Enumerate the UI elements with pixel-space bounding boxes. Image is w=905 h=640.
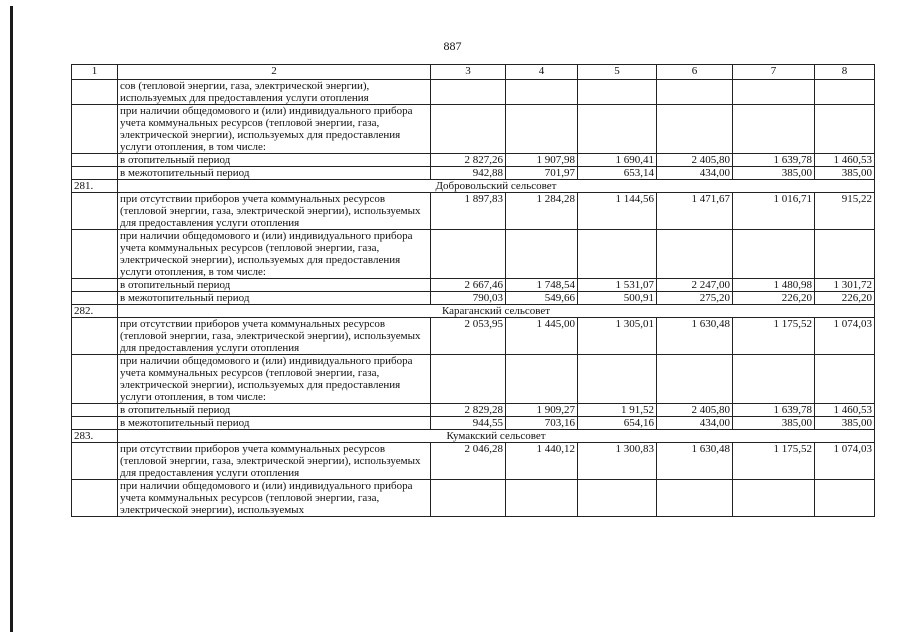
table-row bbox=[72, 404, 875, 417]
value-cell bbox=[506, 480, 578, 517]
value-cell: 790,03 bbox=[431, 292, 506, 305]
value-cell bbox=[431, 230, 506, 279]
value-cell: 1 301,72 bbox=[815, 279, 875, 292]
value-cell: 275,20 bbox=[657, 292, 733, 305]
column-header: 2 bbox=[118, 65, 431, 80]
value-cell: 385,00 bbox=[733, 167, 815, 180]
section-number: 283. bbox=[72, 430, 118, 443]
value-cell bbox=[506, 80, 578, 105]
value-cell: 1 690,41 bbox=[578, 154, 657, 167]
value-cell: 1 175,52 bbox=[733, 318, 815, 355]
value-cell: 1 305,01 bbox=[578, 318, 657, 355]
section-title: Добровольский сельсовет bbox=[118, 180, 875, 193]
value-cell: 1 471,67 bbox=[657, 193, 733, 230]
value-cell: 1 300,83 bbox=[578, 443, 657, 480]
table-row bbox=[72, 279, 875, 292]
column-header: 4 bbox=[506, 65, 578, 80]
row-description: при отсутствии приборов учета коммунальных ресурсов (тепловой энергии, газа, электрической энергии), используемых для предоставления услуги отопления bbox=[118, 443, 431, 480]
value-cell: 1 144,56 bbox=[578, 193, 657, 230]
value-cell: 2 405,80 bbox=[657, 404, 733, 417]
value-cell: 385,00 bbox=[815, 167, 875, 180]
column-header: 3 bbox=[431, 65, 506, 80]
row-number-cell bbox=[72, 167, 118, 180]
value-cell: 915,22 bbox=[815, 193, 875, 230]
value-cell bbox=[578, 230, 657, 279]
row-number-cell bbox=[72, 480, 118, 517]
value-cell bbox=[815, 480, 875, 517]
tariff-table bbox=[71, 64, 875, 517]
value-cell: 434,00 bbox=[657, 167, 733, 180]
value-cell bbox=[578, 355, 657, 404]
value-cell bbox=[657, 230, 733, 279]
row-number-cell bbox=[72, 404, 118, 417]
value-cell: 226,20 bbox=[733, 292, 815, 305]
value-cell: 2 405,80 bbox=[657, 154, 733, 167]
table-row bbox=[72, 292, 875, 305]
section-row bbox=[72, 305, 875, 318]
value-cell: 1 630,48 bbox=[657, 318, 733, 355]
table-row bbox=[72, 105, 875, 154]
row-description: при наличии общедомового и (или) индивидуального прибора учета коммунальных ресурсов (тепловой энергии, газа, электрической энергии), используемых для предоставления услуги отопления, в том числе: bbox=[118, 355, 431, 404]
value-cell: 1 074,03 bbox=[815, 318, 875, 355]
section-title: Караганский сельсовет bbox=[118, 305, 875, 318]
table-row bbox=[72, 167, 875, 180]
row-number-cell bbox=[72, 318, 118, 355]
row-description: сов (тепловой энергии, газа, электрической энергии), используемых для предоставления услуги отопления bbox=[118, 80, 431, 105]
table-row bbox=[72, 443, 875, 480]
value-cell bbox=[431, 355, 506, 404]
value-cell: 226,20 bbox=[815, 292, 875, 305]
value-cell: 549,66 bbox=[506, 292, 578, 305]
page-number: 887 bbox=[443, 39, 462, 53]
value-cell bbox=[431, 105, 506, 154]
value-cell: 942,88 bbox=[431, 167, 506, 180]
value-cell: 1 748,54 bbox=[506, 279, 578, 292]
value-cell: 1 909,27 bbox=[506, 404, 578, 417]
table-row bbox=[72, 193, 875, 230]
value-cell bbox=[578, 80, 657, 105]
value-cell: 385,00 bbox=[733, 417, 815, 430]
section-title: Кумакский сельсовет bbox=[118, 430, 875, 443]
value-cell bbox=[506, 230, 578, 279]
row-number-cell bbox=[72, 417, 118, 430]
value-cell bbox=[506, 105, 578, 154]
value-cell bbox=[431, 80, 506, 105]
column-header: 6 bbox=[657, 65, 733, 80]
row-description: при наличии общедомового и (или) индивидуального прибора учета коммунальных ресурсов (тепловой энергии, газа, электрической энергии), используемых для предоставления услуги отопления, в том числе: bbox=[118, 230, 431, 279]
row-description: при отсутствии приборов учета коммунальных ресурсов (тепловой энергии, газа, электрической энергии), используемых для предоставления услуги отопления bbox=[118, 318, 431, 355]
table-row bbox=[72, 80, 875, 105]
value-cell: 653,14 bbox=[578, 167, 657, 180]
value-cell bbox=[733, 105, 815, 154]
row-description: в отопительный период bbox=[118, 154, 431, 167]
value-cell: 434,00 bbox=[657, 417, 733, 430]
section-number: 281. bbox=[72, 180, 118, 193]
value-cell: 2 827,26 bbox=[431, 154, 506, 167]
value-cell: 2 053,95 bbox=[431, 318, 506, 355]
value-cell: 2 667,46 bbox=[431, 279, 506, 292]
value-cell: 1 531,07 bbox=[578, 279, 657, 292]
value-cell bbox=[657, 355, 733, 404]
row-description: при наличии общедомового и (или) индивидуального прибора учета коммунальных ресурсов (тепловой энергии, газа, электрической энергии), используемых для предоставления услуги отопления, в том числе: bbox=[118, 105, 431, 154]
value-cell: 1 440,12 bbox=[506, 443, 578, 480]
value-cell: 1 91,52 bbox=[578, 404, 657, 417]
row-description: в межотопительный период bbox=[118, 167, 431, 180]
value-cell bbox=[733, 80, 815, 105]
value-cell: 1 460,53 bbox=[815, 154, 875, 167]
value-cell: 1 480,98 bbox=[733, 279, 815, 292]
row-number-cell bbox=[72, 154, 118, 167]
scan-edge-bar bbox=[10, 6, 13, 632]
row-number-cell bbox=[72, 292, 118, 305]
row-description: при наличии общедомового и (или) индивидуального прибора учета коммунальных ресурсов (тепловой энергии, газа, электрической энергии), используемых bbox=[118, 480, 431, 517]
column-header: 5 bbox=[578, 65, 657, 80]
row-number-cell bbox=[72, 193, 118, 230]
row-number-cell bbox=[72, 80, 118, 105]
value-cell: 1 897,83 bbox=[431, 193, 506, 230]
table-row bbox=[72, 417, 875, 430]
row-number-cell bbox=[72, 355, 118, 404]
row-description: в отопительный период bbox=[118, 279, 431, 292]
value-cell: 944,55 bbox=[431, 417, 506, 430]
value-cell bbox=[657, 480, 733, 517]
section-number: 282. bbox=[72, 305, 118, 318]
table-header-row bbox=[72, 65, 875, 80]
value-cell: 1 460,53 bbox=[815, 404, 875, 417]
table-row bbox=[72, 318, 875, 355]
value-cell bbox=[815, 80, 875, 105]
value-cell bbox=[733, 355, 815, 404]
table-row bbox=[72, 355, 875, 404]
value-cell bbox=[733, 230, 815, 279]
value-cell bbox=[431, 480, 506, 517]
value-cell: 1 907,98 bbox=[506, 154, 578, 167]
value-cell: 703,16 bbox=[506, 417, 578, 430]
value-cell: 500,91 bbox=[578, 292, 657, 305]
value-cell: 1 445,00 bbox=[506, 318, 578, 355]
row-number-cell bbox=[72, 443, 118, 480]
value-cell bbox=[506, 355, 578, 404]
value-cell bbox=[733, 480, 815, 517]
value-cell: 1 074,03 bbox=[815, 443, 875, 480]
row-number-cell bbox=[72, 279, 118, 292]
value-cell: 1 175,52 bbox=[733, 443, 815, 480]
column-header: 8 bbox=[815, 65, 875, 80]
value-cell: 1 016,71 bbox=[733, 193, 815, 230]
value-cell: 1 639,78 bbox=[733, 154, 815, 167]
column-header: 1 bbox=[72, 65, 118, 80]
value-cell: 2 247,00 bbox=[657, 279, 733, 292]
table-row bbox=[72, 230, 875, 279]
value-cell: 1 639,78 bbox=[733, 404, 815, 417]
value-cell: 2 046,28 bbox=[431, 443, 506, 480]
value-cell bbox=[815, 230, 875, 279]
value-cell bbox=[815, 355, 875, 404]
value-cell bbox=[815, 105, 875, 154]
value-cell bbox=[578, 480, 657, 517]
value-cell: 385,00 bbox=[815, 417, 875, 430]
row-description: в межотопительный период bbox=[118, 292, 431, 305]
section-row bbox=[72, 180, 875, 193]
table-row bbox=[72, 480, 875, 517]
value-cell bbox=[578, 105, 657, 154]
value-cell: 701,97 bbox=[506, 167, 578, 180]
value-cell bbox=[657, 80, 733, 105]
row-description: в межотопительный период bbox=[118, 417, 431, 430]
table-row bbox=[72, 154, 875, 167]
row-number-cell bbox=[72, 105, 118, 154]
value-cell: 2 829,28 bbox=[431, 404, 506, 417]
value-cell bbox=[657, 105, 733, 154]
value-cell: 654,16 bbox=[578, 417, 657, 430]
section-row bbox=[72, 430, 875, 443]
value-cell: 1 630,48 bbox=[657, 443, 733, 480]
row-description: при отсутствии приборов учета коммунальных ресурсов (тепловой энергии, газа, электрической энергии), используемых для предоставления услуги отопления bbox=[118, 193, 431, 230]
value-cell: 1 284,28 bbox=[506, 193, 578, 230]
row-description: в отопительный период bbox=[118, 404, 431, 417]
row-number-cell bbox=[72, 230, 118, 279]
column-header: 7 bbox=[733, 65, 815, 80]
